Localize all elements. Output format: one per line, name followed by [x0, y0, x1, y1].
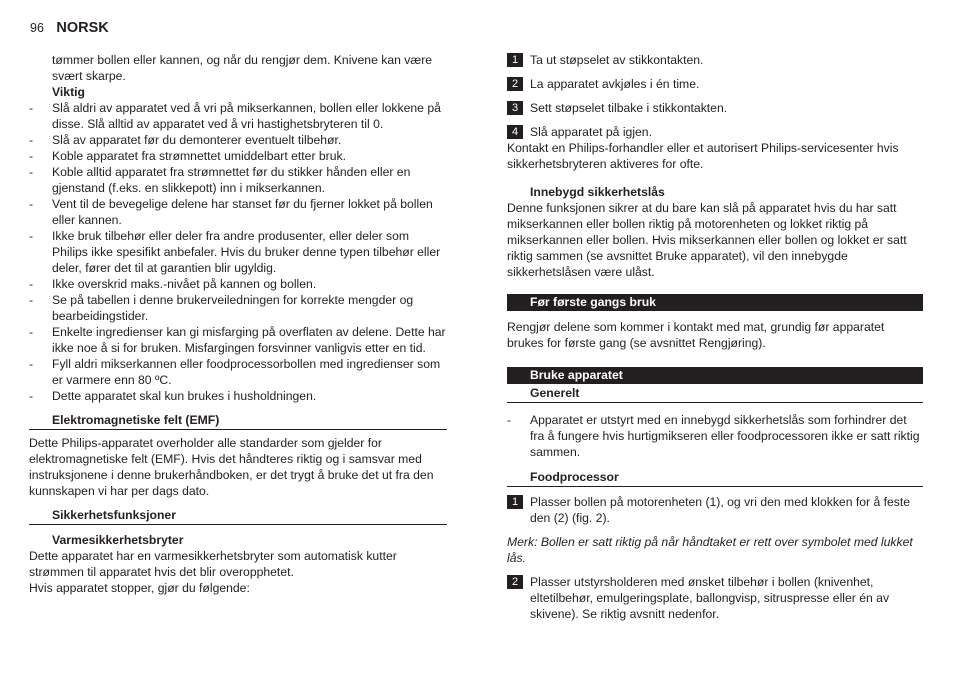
step-number: 2 — [507, 575, 523, 589]
note-text: Merk: Bollen er satt riktig på når håndtaket er rett over symbolet med lukket lås. — [507, 535, 913, 565]
thermal-switch-instruction: Hvis apparatet stopper, gjør du følgende: — [29, 581, 250, 595]
lock-text: Denne funksjonen sikrer at du bare kan slå på apparatet hvis du har satt mikserkannen eller bollen riktig på motorenheten og lokket riktig på mikserkannen eller bollen. Hvis mikserkannen eller bollen og lokket er satt riktig sammen (se avsnittet Bruke apparatet), vil den innebygde sikkerhetslåsen være ulåst. — [507, 201, 907, 279]
list-item: - Se på tabellen i denne brukerveiledningen for korrekte mengder og bearbeidingstider. — [29, 293, 414, 323]
right-column — [507, 52, 923, 622]
emf-text: Dette Philips-apparatet overholder alle standarder som gjelder for elektromagnetiske felt (EMF). Hvis det håndteres riktig og i samsvar med instruksjonene i denne brukerhåndboken, er det trygt å bruke det ut fra den kunnskapen vi har per dags dato. — [29, 436, 434, 498]
step-4: 4 Slå apparatet på igjen. — [507, 124, 923, 140]
language-label: NORSK — [56, 20, 109, 36]
step-1: 1 Ta ut støpselet av stikkontakten. — [507, 52, 923, 68]
food-step-1: 1 Plasser bollen på motorenheten (1), og vri den med klokken for å feste den (2) (fig. 2). — [507, 494, 923, 526]
intro-text: tømmer bollen eller kannen, og når du rengjør dem. Knivene kan være svært skarpe. — [52, 53, 433, 83]
thermal-switch-text: Dette apparatet har en varmesikkerhetsbryter som automatisk kutter strømmen til apparatet hvis det blir overopphetet. — [29, 549, 397, 579]
step-number: 3 — [507, 101, 523, 115]
left-column — [29, 52, 447, 596]
first-use-text: Rengjør delene som kommer i kontakt med mat, grundig før apparatet brukes for første gang (se avsnittet Rengjøring). — [507, 320, 885, 350]
emf-heading: Elektromagnetiske felt (EMF) — [29, 412, 447, 430]
step-2: 2 La apparatet avkjøles i én time. — [507, 76, 923, 92]
lock-heading: Innebygd sikkerhetslås — [530, 185, 665, 199]
list-item: - Slå aldri av apparatet ved å vri på mikserkannen, bollen eller lokkene på disse. Slå alltid av apparatet ved å vri hastighetsbryteren til 0. — [29, 101, 441, 131]
contact-text: Kontakt en Philips-forhandler eller et autorisert Philips-servicesenter hvis sikkerhetsbryteren aktiveres for ofte. — [507, 141, 899, 171]
step-number: 2 — [507, 77, 523, 91]
foodprocessor-heading: Foodprocessor — [507, 469, 923, 487]
list-item: - Koble apparatet fra strømnettet umiddelbart etter bruk. — [29, 149, 346, 163]
step-number: 1 — [507, 53, 523, 67]
viktig-heading: Viktig — [52, 85, 85, 99]
list-item: - Enkelte ingredienser kan gi misfarging på overflaten av delene. Dette har ikke noe å si for bruken. Misfargingen forsvinner vanligvis etter en tid. — [29, 325, 446, 355]
list-item: - Ikke bruk tilbehør eller deler fra andre produsenter, eller deler som Philips ikke spesifikt anbefaler. Hvis du bruker denne typen tilbehør eller deler, fører det til at garantien blir ugyldig. — [29, 229, 441, 275]
general-item: - Apparatet er utstyrt med en innebygd sikkerhetslås som forhindrer det fra å fungere hvis hurtigmikseren eller foodprocessoren ikke er satt riktig sammen. — [507, 413, 920, 459]
use-heading: Bruke apparatet — [507, 367, 923, 384]
thermal-switch-heading: Varmesikkerhetsbryter — [52, 533, 184, 547]
food-step-2: 2 Plasser utstyrsholderen med ønsket tilbehør i bollen (knivenhet, eltetilbehør, emulgeringsplate, ballongvisp, sitruspresse eller én av skivene). Se riktig avsnitt nedenfor. — [507, 574, 923, 622]
safety-features-heading: Sikkerhetsfunksjoner — [29, 507, 447, 525]
viktig-list — [29, 100, 447, 404]
first-use-heading: Før første gangs bruk — [507, 294, 923, 311]
list-item: - Fyll aldri mikserkannen eller foodprocessorbollen med ingredienser som er varmere enn 80 ºC. — [29, 357, 441, 387]
page-header — [30, 19, 109, 37]
list-item: - Vent til de bevegelige delene har stanset før du fjerner lokket på bollen eller kannen. — [29, 197, 433, 227]
step-3: 3 Sett støpselet tilbake i stikkontakten. — [507, 100, 923, 116]
list-item: - Koble alltid apparatet fra strømnettet før du stikker hånden eller en gjenstand (f.eks. en slikkepott) inn i mikserkannen. — [29, 165, 411, 195]
list-item: - Ikke overskrid maks.-nivået på kannen og bollen. — [29, 277, 317, 291]
list-item: - Dette apparatet skal kun brukes i husholdningen. — [29, 389, 317, 403]
step-number: 1 — [507, 495, 523, 509]
page-number: 96 — [30, 21, 44, 35]
step-number: 4 — [507, 125, 523, 139]
general-heading: Generelt — [507, 385, 923, 403]
list-item: - Slå av apparatet før du demonterer eventuelt tilbehør. — [29, 133, 342, 147]
